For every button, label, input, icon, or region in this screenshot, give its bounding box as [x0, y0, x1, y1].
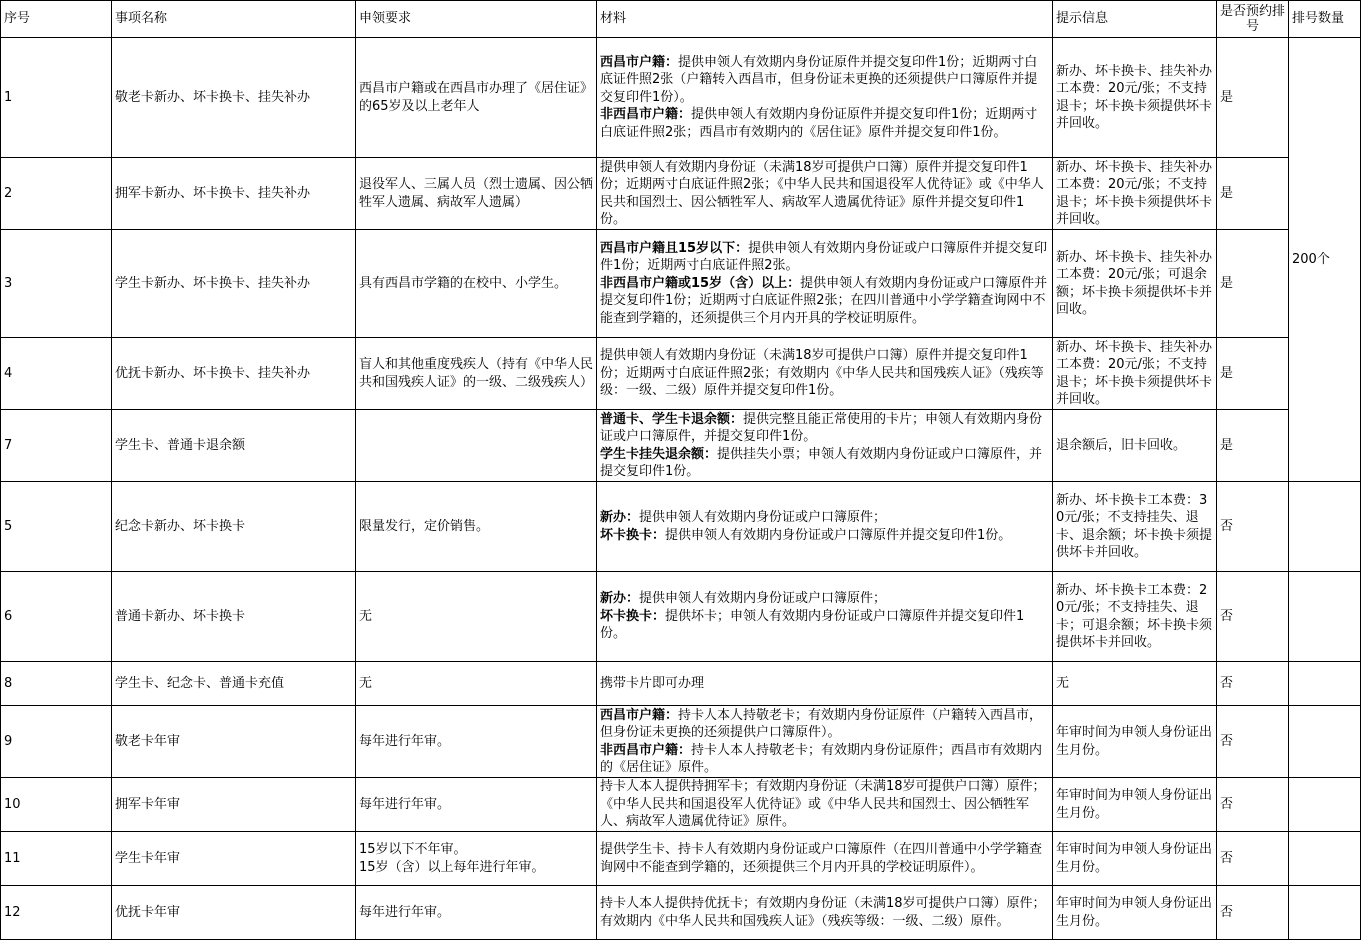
materials-text: 持卡人本人持敬老卡；有效期内身份证原件；西昌市有效期内的《居住证》原件。 — [600, 742, 1043, 775]
materials-text: 提供申领人有效期内身份证或户口簿原件并提交复印件1份。 — [665, 527, 1012, 543]
materials-text: 提供学生卡、持卡人有效期内身份证或户口簿原件（在四川普通中小学学籍查询网中不能查到学籍的，还须提供三个月内开具的学校证明原件）。 — [600, 842, 1043, 875]
row-materials — [597, 662, 1053, 706]
quota-cell: 200个 — [1289, 38, 1361, 482]
header-materials: 材料 — [597, 1, 1053, 38]
materials-bold: 坏卡换卡： — [600, 608, 666, 624]
table-row — [1, 572, 1361, 662]
row-requirement: 西昌市户籍或在西昌市办理了《居住证》的65岁及以上老年人 — [356, 38, 597, 158]
row-requirement: 每年进行年审。 — [356, 886, 597, 940]
materials-text: 携带卡片即可办理 — [600, 675, 705, 691]
header-reserve: 是否预约排号 — [1217, 1, 1289, 38]
row-reserve: 否 — [1217, 832, 1289, 886]
materials-text: 提供完整且能正常使用的卡片；申领人有效期内身份证或户口簿原件，并提交复印件1份。 — [600, 411, 1043, 444]
materials-text: 提供申领人有效期内身份证或户口簿原件并提交复印件1份；近期两寸白底证件照2张；在四川普通中小学学籍查询网中不能查到学籍的，还须提供三个月内开具的学校证明原件。 — [600, 275, 1048, 326]
row-requirement: 具有西昌市学籍的在校中、小学生。 — [356, 230, 597, 338]
header-name: 事项名称 — [112, 1, 356, 38]
materials-text: 提供申领人有效期内身份证原件并提交复印件1份；近期两寸白底证件照2张（户籍转入西昌市，但身份证未更换的还须提供户口簿原件并提交复印件1份）。 — [600, 54, 1038, 105]
row-requirement: 每年进行年审。 — [356, 706, 597, 778]
row-name: 纪念卡新办、坏卡换卡 — [112, 482, 356, 572]
row-name: 普通卡新办、坏卡换卡 — [112, 572, 356, 662]
materials-bold: 非西昌市户籍或15岁（含）以上： — [600, 275, 801, 291]
row-reserve: 是 — [1217, 158, 1289, 230]
materials-bold: 新办： — [600, 591, 640, 607]
row-name: 学生卡年审 — [112, 832, 356, 886]
row-seq: 3 — [1, 230, 112, 338]
row-reserve: 否 — [1217, 778, 1289, 832]
table-row — [1, 832, 1361, 886]
count-cell — [1289, 482, 1361, 572]
table-row — [1, 482, 1361, 572]
row-requirement: 无 — [356, 572, 597, 662]
count-cell — [1289, 572, 1361, 662]
row-requirement — [356, 832, 597, 886]
materials-text: 提供申领人有效期内身份证或户口簿原件； — [639, 591, 887, 607]
table-row — [1, 706, 1361, 778]
row-name: 学生卡新办、坏卡换卡、挂失补办 — [112, 230, 356, 338]
header-count: 排号数量 — [1289, 1, 1361, 38]
table-row — [1, 338, 1361, 410]
row-name: 优抚卡年审 — [112, 886, 356, 940]
row-requirement: 限量发行，定价销售。 — [356, 482, 597, 572]
row-name: 敬老卡年审 — [112, 706, 356, 778]
materials-text: 持卡人本人持敬老卡；有效期内身份证原件（户籍转入西昌市，但身份证未更换的还须提供户口簿原件）。 — [600, 707, 1043, 740]
count-cell — [1289, 778, 1361, 832]
count-cell — [1289, 706, 1361, 778]
row-seq: 6 — [1, 572, 112, 662]
row-seq: 7 — [1, 410, 112, 482]
row-reserve: 否 — [1217, 706, 1289, 778]
row-reserve: 是 — [1217, 410, 1289, 482]
materials-text: 提供申领人有效期内身份证（未满18岁可提供户口簿）原件并提交复印件1份；近期两寸白底证件照2张；《中华人民共和国退役军人优待证》或《中华人民共和国烈士、因公牺牲军人、病故军人遗属优待证》原件并提交复印件1份。 — [600, 159, 1044, 227]
row-reserve: 是 — [1217, 338, 1289, 410]
materials-bold: 坏卡换卡： — [600, 527, 666, 543]
row-requirement — [356, 410, 597, 482]
materials-bold: 普通卡、学生卡退余额： — [600, 411, 744, 427]
row-hint: 新办、坏卡换卡、挂失补办工本费：20元/张；可退余额；坏卡换卡须提供坏卡并回收。 — [1053, 230, 1217, 338]
row-materials — [597, 706, 1053, 778]
materials-text: 提供坏卡；申领人有效期内身份证或户口簿原件并提交复印件1份。 — [600, 608, 1025, 642]
materials-bold: 非西昌市户籍： — [600, 742, 692, 758]
row-requirement: 盲人和其他重度残疾人（持有《中华人民共和国残疾人证》的一级、二级残疾人） — [356, 338, 597, 410]
materials-text: 提供申领人有效期内身份证或户口簿原件并提交复印件1份；近期两寸白底证件照2张。 — [600, 240, 1048, 274]
row-seq: 10 — [1, 778, 112, 832]
materials-bold: 非西昌市户籍： — [600, 107, 692, 123]
row-hint: 新办、坏卡换卡工本费：20元/张；不支持挂失、退卡；可退余额；坏卡换卡须提供坏卡并回收。 — [1053, 572, 1217, 662]
row-reserve: 否 — [1217, 886, 1289, 940]
row-requirement: 无 — [356, 662, 597, 706]
count-cell — [1289, 662, 1361, 706]
row-hint: 新办、坏卡换卡、挂失补办工本费：20元/张；不支持退卡；坏卡换卡须提供坏卡并回收。 — [1053, 38, 1217, 158]
materials-bold: 新办： — [600, 510, 640, 525]
row-seq: 11 — [1, 832, 112, 886]
table-row — [1, 410, 1361, 482]
row-materials — [597, 482, 1053, 572]
row-name: 敬老卡新办、坏卡换卡、挂失补办 — [112, 38, 356, 158]
row-seq: 9 — [1, 706, 112, 778]
materials-text: 提供申领人有效期内身份证原件并提交复印件1份；近期两寸白底证件照2张；西昌市有效期内的《居住证》原件并提交复印件1份。 — [600, 107, 1038, 140]
row-requirement: 退役军人、三属人员（烈士遗属、因公牺牲军人遗属、病故军人遗属） — [356, 158, 597, 230]
row-hint: 新办、坏卡换卡、挂失补办工本费：20元/张；不支持退卡；坏卡换卡须提供坏卡并回收。 — [1053, 338, 1217, 410]
row-hint: 新办、坏卡换卡工本费：30元/张；不支持挂失、退卡、退余额；坏卡换卡须提供坏卡并回收。 — [1053, 482, 1217, 572]
row-seq: 2 — [1, 158, 112, 230]
row-name: 学生卡、普通卡退余额 — [112, 410, 356, 482]
row-name: 学生卡、纪念卡、普通卡充值 — [112, 662, 356, 706]
row-materials — [597, 38, 1053, 158]
row-materials — [597, 572, 1053, 662]
row-hint: 年审时间为申领人身份证出生月份。 — [1053, 778, 1217, 832]
row-reserve: 是 — [1217, 38, 1289, 158]
header-row — [1, 1, 1361, 38]
row-hint: 新办、坏卡换卡、挂失补办工本费：20元/张；不支持退卡；坏卡换卡须提供坏卡并回收。 — [1053, 158, 1217, 230]
materials-text: 提供申领人有效期内身份证（未满18岁可提供户口簿）原件并提交复印件1份；近期两寸白底证件照2张；有效期内《中华人民共和国残疾人证》（残疾等级：一级、二级）原件并提交复印件1份。 — [600, 348, 1044, 399]
table-row — [1, 778, 1361, 832]
table-row — [1, 230, 1361, 338]
row-name: 拥军卡年审 — [112, 778, 356, 832]
table-row — [1, 886, 1361, 940]
row-reserve: 否 — [1217, 662, 1289, 706]
table-row — [1, 158, 1361, 230]
header-seq: 序号 — [1, 1, 112, 38]
materials-text: 持卡人本人提供持优抚卡；有效期内身份证（未满18岁可提供户口簿）原件；有效期内《中华人民共和国残疾人证》（残疾等级：一级、二级）原件。 — [600, 896, 1046, 929]
requirement-line: 15岁以下不年审。 — [359, 842, 467, 857]
row-reserve: 是 — [1217, 230, 1289, 338]
row-materials — [597, 778, 1053, 832]
row-materials — [597, 832, 1053, 886]
materials-text: 提供申领人有效期内身份证或户口簿原件； — [639, 510, 887, 525]
materials-text: 提供挂失小票；申领人有效期内身份证或户口簿原件，并提交复印件1份。 — [600, 446, 1043, 479]
row-materials — [597, 338, 1053, 410]
materials-bold: 西昌市户籍： — [600, 707, 679, 723]
row-hint: 年审时间为申领人身份证出生月份。 — [1053, 832, 1217, 886]
row-hint: 无 — [1053, 662, 1217, 706]
materials-bold: 西昌市户籍且15岁以下： — [600, 240, 749, 256]
row-materials — [597, 886, 1053, 940]
row-reserve: 否 — [1217, 482, 1289, 572]
row-reserve: 否 — [1217, 572, 1289, 662]
row-hint: 退余额后，旧卡回收。 — [1053, 410, 1217, 482]
table-row — [1, 662, 1361, 706]
row-materials — [597, 230, 1053, 338]
row-requirement: 每年进行年审。 — [356, 778, 597, 832]
row-name: 优抚卡新办、坏卡换卡、挂失补办 — [112, 338, 356, 410]
row-materials — [597, 410, 1053, 482]
row-seq: 4 — [1, 338, 112, 410]
count-cell — [1289, 832, 1361, 886]
materials-bold: 学生卡挂失退余额： — [600, 446, 718, 462]
row-hint: 年审时间为申领人身份证出生月份。 — [1053, 886, 1217, 940]
row-hint: 年审时间为申领人身份证出生月份。 — [1053, 706, 1217, 778]
row-materials — [597, 158, 1053, 230]
row-name: 拥军卡新办、坏卡换卡、挂失补办 — [112, 158, 356, 230]
header-hint: 提示信息 — [1053, 1, 1217, 38]
row-seq: 1 — [1, 38, 112, 158]
row-seq: 5 — [1, 482, 112, 572]
count-cell — [1289, 886, 1361, 940]
table-row — [1, 38, 1361, 158]
row-seq: 8 — [1, 662, 112, 706]
requirement-line: 15岁（含）以上每年进行年审。 — [359, 859, 545, 875]
materials-text: 持卡人本人提供持拥军卡；有效期内身份证（未满18岁可提供户口簿）原件；《中华人民共和国退役军人优待证》或《中华人民共和国烈士、因公牺牲军人、病故军人遗属优待证》原件。 — [600, 779, 1046, 830]
materials-bold: 西昌市户籍： — [600, 54, 679, 70]
header-requirement: 申领要求 — [356, 1, 597, 38]
row-seq: 12 — [1, 886, 112, 940]
